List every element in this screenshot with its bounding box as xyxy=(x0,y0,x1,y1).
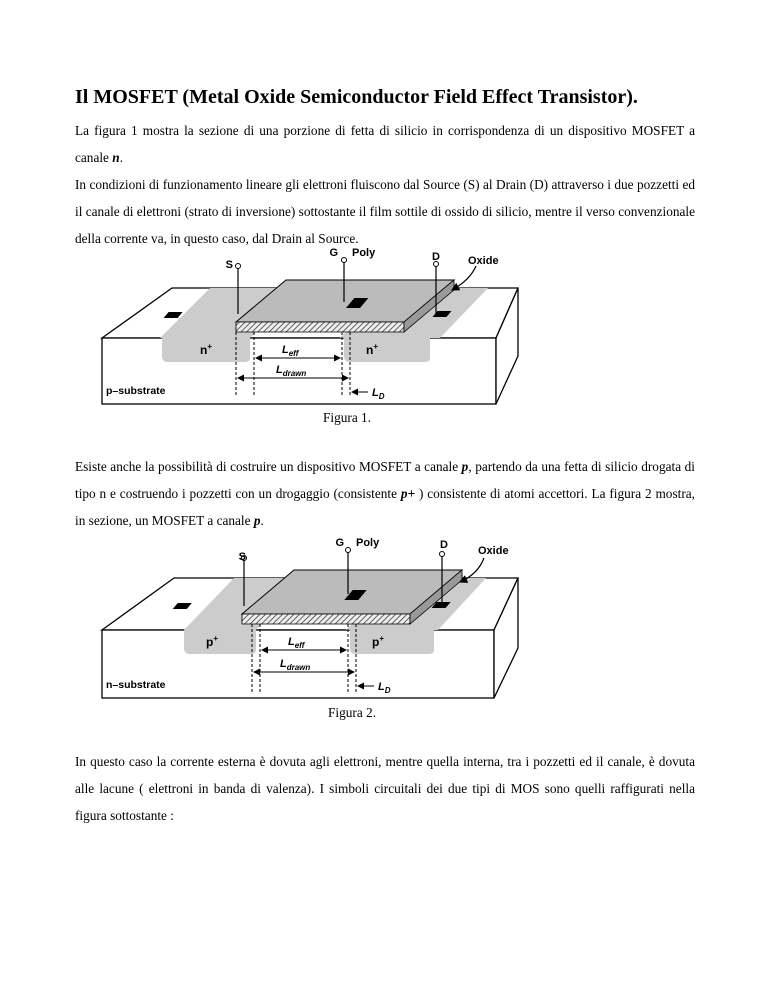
well-type: p xyxy=(206,635,214,649)
channel-type-n: n xyxy=(112,150,120,165)
substrate-label: n–substrate xyxy=(106,679,166,691)
source-well xyxy=(184,630,256,654)
well-sup: + xyxy=(213,634,219,643)
l-symbol: L xyxy=(288,636,295,648)
leff-sub: eff xyxy=(288,349,299,358)
l-symbol: L xyxy=(372,387,379,399)
figure-2-pmos-cross-section xyxy=(100,536,520,700)
well-sup: + xyxy=(373,342,379,351)
well-sup: + xyxy=(379,634,385,643)
channel-type-p: p xyxy=(253,513,261,528)
ldrawn-sub: drawn xyxy=(286,663,311,672)
ld-sub: D xyxy=(384,686,391,695)
paragraph-intro-text: La figura 1 mostra la sezione di una porzione di fetta di silicio in corrispondenza di un dispositivo MOSFET a canale xyxy=(75,123,695,165)
oxide-label: Oxide xyxy=(468,255,499,267)
figure-2-caption: Figura 2. xyxy=(328,705,377,720)
paragraph-pmos-a: Esiste anche la possibilità di costruire un dispositivo MOSFET a canale xyxy=(75,459,462,474)
doping-p-plus: p+ xyxy=(400,486,416,501)
drain-well xyxy=(350,630,434,654)
l-symbol: L xyxy=(378,681,385,693)
paragraph-pmos-c: , partendo da una fetta di silicio drogata di tipo n e costruendo i pozzetti con un drogaggio (consistente xyxy=(75,459,695,501)
leff-sub: eff xyxy=(294,641,305,650)
drain-label: D xyxy=(432,251,440,263)
poly-label: Poly xyxy=(356,537,380,549)
paragraph-pmos xyxy=(75,453,695,534)
paragraph-pmos-g: . xyxy=(260,513,264,528)
well-sup: + xyxy=(207,342,213,351)
l-symbol: L xyxy=(276,364,283,376)
source-label: S xyxy=(238,551,246,563)
ldrawn-sub: drawn xyxy=(282,369,307,378)
well-type: n xyxy=(366,343,374,357)
drain-label: D xyxy=(440,539,448,551)
l-symbol: L xyxy=(280,658,287,670)
well-type: p xyxy=(372,635,380,649)
paragraph-current: In questo caso la corrente esterna è dovuta agli elettroni, mentre quella interna, tra i pozzetti ed il canale, è dovuta alle lacune ( elettroni in banda di valenza). I simboli circuitali dei due tipi di MOS sono quelli raffigurati nella figura sottostante : xyxy=(75,754,695,823)
paragraph-intro-end: . xyxy=(119,150,124,165)
ld-sub: D xyxy=(378,392,385,401)
gate-label: G xyxy=(329,247,338,259)
gate-label: G xyxy=(335,537,344,549)
l-symbol: L xyxy=(282,344,289,356)
source-label: S xyxy=(225,259,233,271)
figure-1-caption: Figura 1. xyxy=(323,410,372,425)
substrate-label: p–substrate xyxy=(106,385,166,397)
well-type: n xyxy=(200,343,208,357)
drain-well xyxy=(344,338,430,362)
page-title: Il MOSFET (Metal Oxide Semiconductor Field Effect Transistor). xyxy=(75,86,638,108)
paragraph-intro xyxy=(75,117,695,171)
figure-1-nmos-cross-section xyxy=(100,246,520,406)
oxide-label: Oxide xyxy=(478,545,509,557)
paragraph-operation: In condizioni di funzionamento lineare gli elettroni fluiscono dal Source (S) al Drain (D) attraverso i due pozzetti ed il canale di elettroni (strato di inversione) sottostante il film sottile di ossido di silicio, mentre il verso convenzionale della corrente va, in questo caso, dal Drain al Source. xyxy=(75,177,695,246)
paragraph-pmos-e: ) consistente di atomi accettori. La figura 2 mostra, in sezione, un MOSFET a canale xyxy=(75,486,695,528)
channel-type-p: p xyxy=(461,459,469,474)
poly-label: Poly xyxy=(352,247,376,259)
